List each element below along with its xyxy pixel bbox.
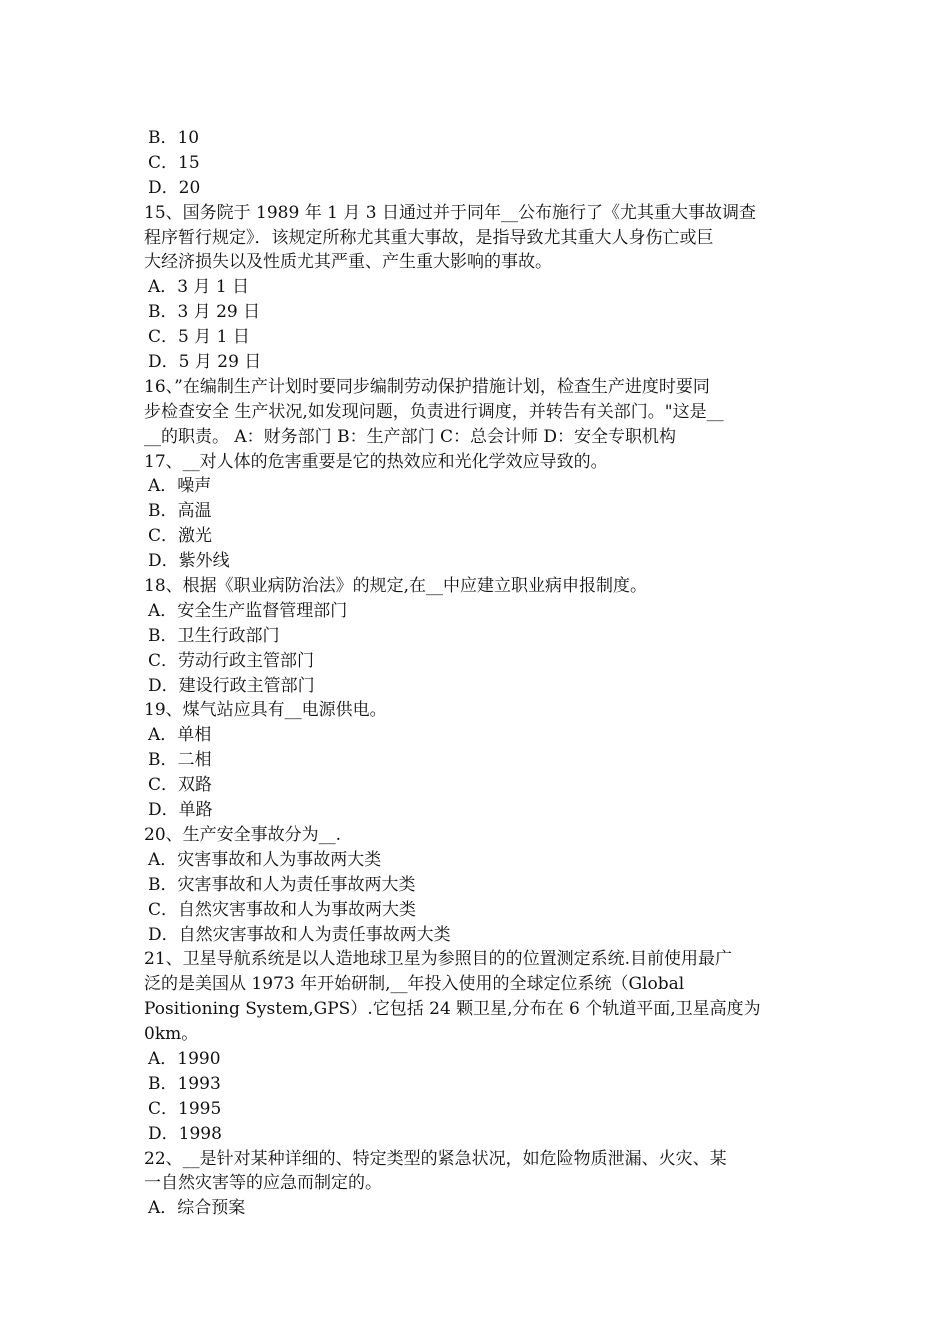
question-text: 15、国务院于 1989 年 1 月 3 日通过并于同年__公布施行了《尤其重大事故调查: [144, 202, 756, 223]
answer-option: D．1998: [148, 1123, 222, 1144]
answer-option: B．10: [148, 128, 200, 148]
answer-option: B．高温: [148, 501, 212, 522]
question-text: 0km。: [144, 1024, 199, 1045]
question-text: __的职责。 A：财务部门 B：生产部门 C：总会计师 D：安全专职机构: [144, 426, 677, 447]
question-text: 大经济损失以及性质尤其严重、产生重大影响的事故。: [144, 252, 552, 273]
question-text: 程序暂行规定》．该规定所称尤其重大事故，是指导致尤其重大人身伤亡或巨: [144, 227, 714, 248]
answer-option: C．劳动行政主管部门: [148, 650, 315, 671]
question-text: 20、生产安全事故分为__.: [144, 824, 342, 845]
answer-option: B．1993: [148, 1073, 221, 1094]
answer-option: A．综合预案: [148, 1198, 246, 1219]
question-text: 19、煤气站应具有__电源供电。: [144, 700, 387, 721]
answer-option: C．双路: [148, 775, 213, 796]
answer-option: A．灾害事故和人为事故两大类: [148, 849, 382, 870]
answer-option: D．建设行政主管部门: [148, 675, 315, 696]
question-text: 泛的是美国从 1973 年开始研制,__年投入使用的全球定位系统（Global: [144, 974, 685, 995]
answer-option: C．激光: [148, 526, 213, 547]
answer-option: C．1995: [148, 1098, 222, 1119]
answer-option: B．二相: [148, 750, 212, 771]
question-text: 18、根据《职业病防治法》的规定,在__中应建立职业病申报制度。: [144, 576, 648, 597]
answer-option: A．3 月 1 日: [148, 277, 250, 298]
answer-option: D．5 月 29 日: [148, 352, 262, 373]
answer-option: A．噪声: [148, 476, 212, 497]
answer-option: A．1990: [148, 1048, 221, 1069]
question-content: [144, 126, 808, 1221]
question-text: 21、卫星导航系统是以人造地球卫星为参照目的的位置测定系统.目前使用最广: [144, 949, 733, 970]
answer-option: D．20: [148, 177, 201, 198]
question-text: 22、__是针对某种详细的、特定类型的紧急状况，如危险物质泄漏、火灾、某: [144, 1148, 727, 1169]
question-text: 17、__对人体的危害重要是它的热效应和光化学效应导致的。: [144, 451, 608, 472]
answer-option: D．单路: [148, 800, 213, 821]
question-text: Positioning System,GPS）.它包括 24 颗卫星,分布在 6 个轨道平面,卫星高度为: [144, 999, 761, 1020]
answer-option: B．灾害事故和人为责任事故两大类: [148, 874, 416, 895]
question-text: 16、”在编制生产计划时要同步编制劳动保护措施计划，检查生产进度时要同: [144, 376, 710, 397]
question-text: 步检查安全 生产状况,如发现问题，负责进行调度，并转告有关部门。"这是__: [144, 401, 724, 422]
answer-option: B．3 月 29 日: [148, 302, 261, 323]
answer-option: C．5 月 1 日: [148, 327, 250, 348]
answer-option: A．单相: [148, 725, 212, 746]
answer-option: B．卫生行政部门: [148, 625, 280, 646]
question-text: 一自然灾害等的应急而制定的。: [144, 1173, 382, 1194]
answer-option: A．安全生产监督管理部门: [148, 600, 348, 621]
answer-option: D．自然灾害事故和人为责任事故两大类: [148, 924, 451, 945]
answer-option: D．紫外线: [148, 551, 230, 572]
answer-option: C．15: [148, 152, 200, 173]
answer-option: C．自然灾害事故和人为事故两大类: [148, 899, 417, 920]
